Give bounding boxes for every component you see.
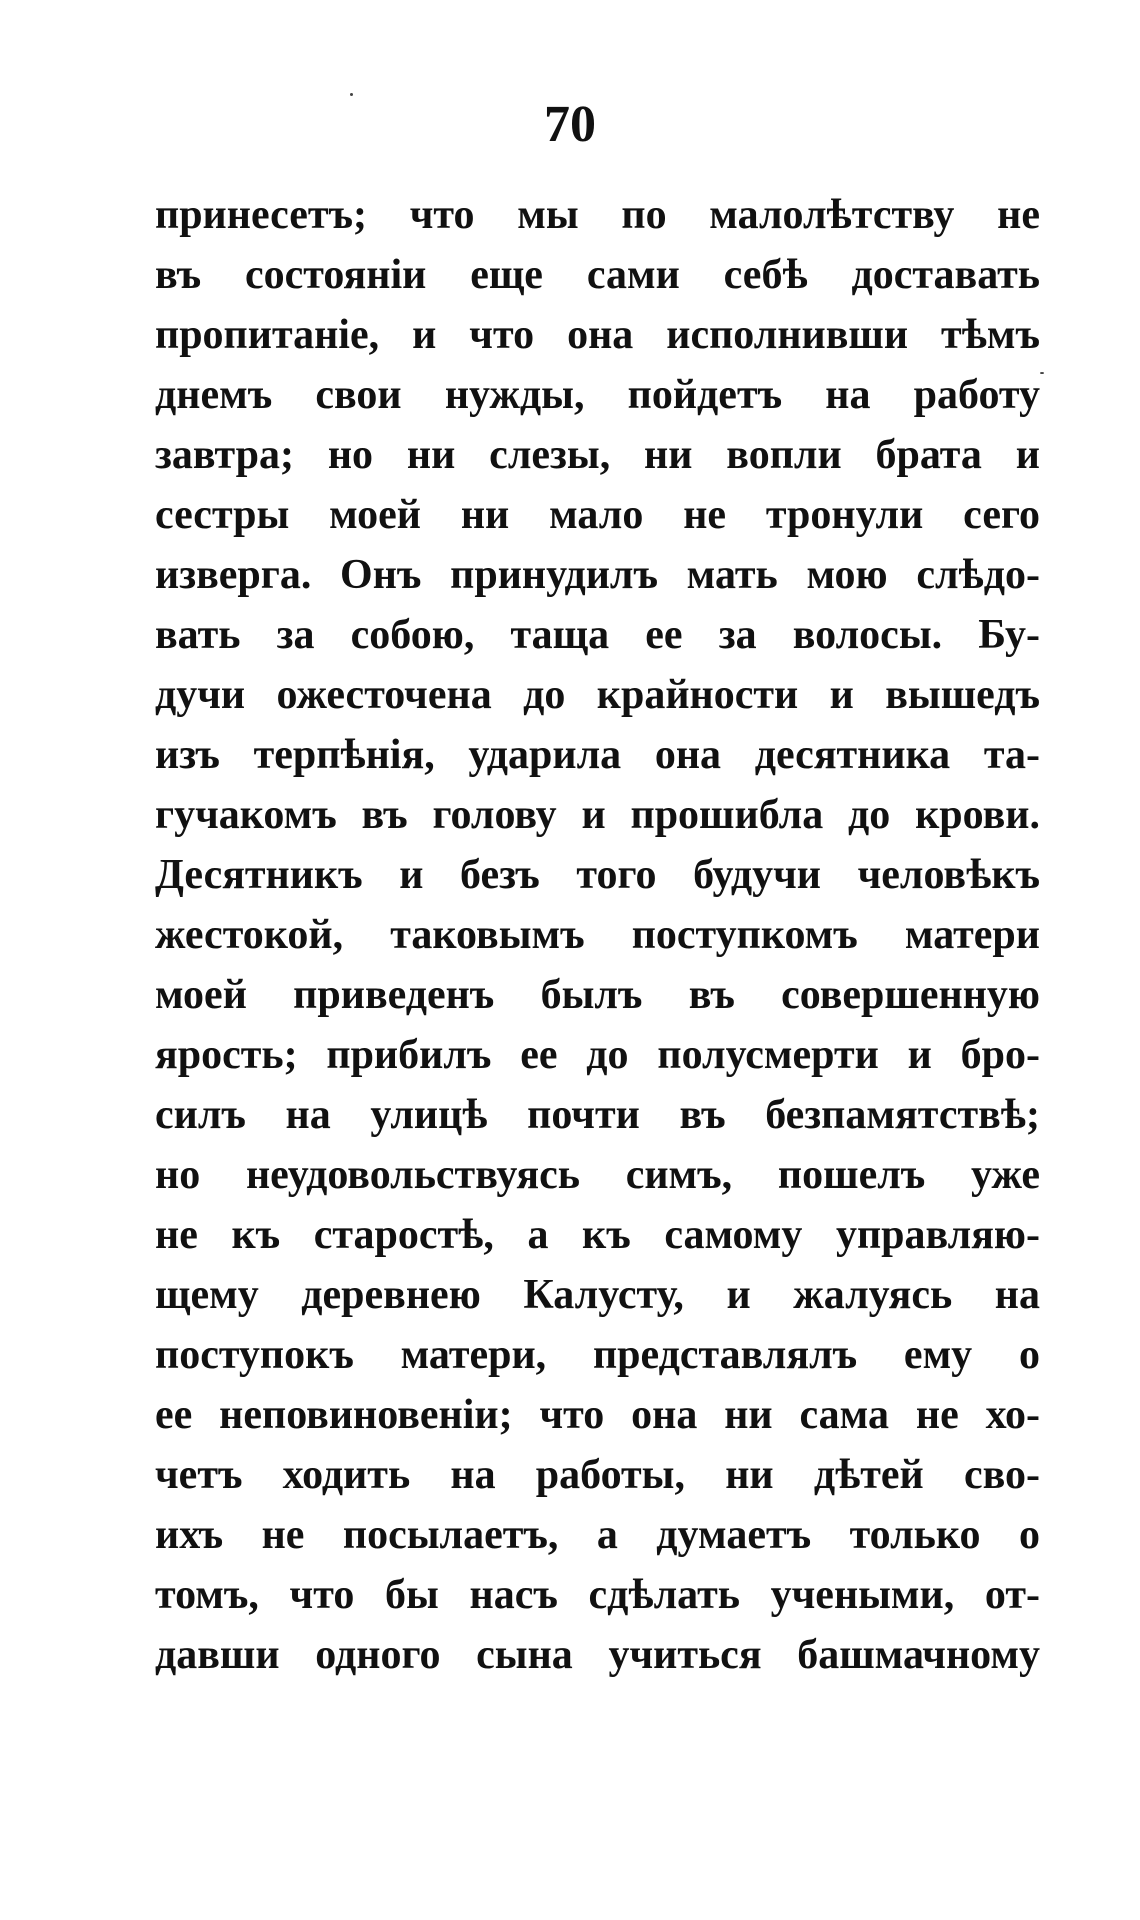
text-line: поступокъ матери, представлялъ ему о	[155, 1332, 1040, 1378]
text-line: завтра; но ни слезы, ни вопли брата и	[155, 432, 1040, 478]
text-line: четъ ходить на работы, ни дѣтей сво-	[155, 1452, 1040, 1498]
text-line: ихъ не посылаетъ, а думаетъ только о	[155, 1512, 1040, 1558]
text-line: ярость; прибилъ ее до полусмерти и бро-	[155, 1032, 1040, 1078]
text-line: жестокой, таковымъ поступкомъ матери	[155, 912, 1040, 958]
text-line: щему деревнею Калусту, и жалуясь на	[155, 1272, 1040, 1318]
text-line: принесетъ; что мы по малолѣтству не	[155, 192, 1040, 238]
text-line: гучакомъ въ голову и прошибла до крови.	[155, 792, 1040, 838]
text-line: моей приведенъ былъ въ совершенную	[155, 972, 1040, 1018]
scan-speck	[1040, 372, 1044, 374]
page-number: 70	[544, 96, 596, 153]
text-line: въ состояніи еще сами себѣ доставать	[155, 252, 1040, 298]
text-line: Десятникъ и безъ того будучи человѣкъ	[155, 852, 1040, 898]
text-line: изъ терпѣнія, ударила она десятника та-	[155, 732, 1040, 778]
text-line: томъ, что бы насъ сдѣлать учеными, от-	[155, 1572, 1040, 1618]
text-line: силъ на улицѣ почти въ безпамятствѣ;	[155, 1092, 1040, 1138]
text-line: днемъ свои нужды, пойдетъ на работу	[155, 372, 1040, 418]
text-line: пропитаніе, и что она исполнивши тѣмъ	[155, 312, 1040, 358]
text-line: но неудовольствуясь симъ, пошелъ уже	[155, 1152, 1040, 1198]
scan-speck	[350, 93, 353, 96]
text-line: давши одного сына учиться башмачному	[155, 1632, 1040, 1678]
text-line: ее неповиновеніи; что она ни сама не хо-	[155, 1392, 1040, 1438]
text-line: не къ старостѣ, а къ самому управляю-	[155, 1212, 1040, 1258]
text-line: дучи ожесточена до крайности и вышедъ	[155, 672, 1040, 718]
body-text	[155, 185, 1040, 1685]
text-line: сестры моей ни мало не тронули сего	[155, 492, 1040, 538]
text-line: вать за собою, таща ее за волосы. Бу-	[155, 612, 1040, 658]
text-line: изверга. Онъ принудилъ мать мою слѣдо-	[155, 552, 1040, 598]
